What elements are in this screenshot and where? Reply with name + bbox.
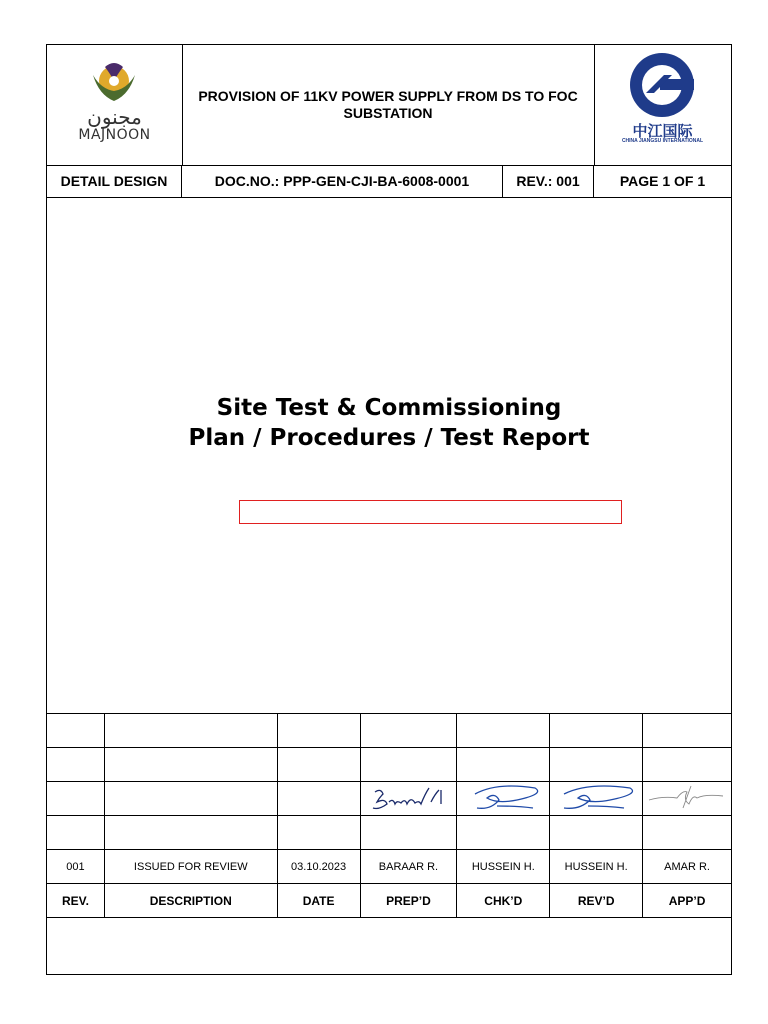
signature-icon [550,782,643,815]
phase-label: DETAIL DESIGN [47,165,182,197]
reviewed-by-cell: HUSSEIN H. [550,850,643,884]
document-title-line1: Site Test & Commissioning [216,395,562,421]
reviewed-header: REV’D [550,884,643,918]
document-title-line2: Plan / Procedures / Test Report [188,425,590,451]
signature-icon [457,782,550,815]
signature-icon [643,782,732,815]
revision-entry-row [47,850,732,884]
table-row [47,714,732,748]
checked-signature [457,782,550,816]
date-header: DATE [277,884,360,918]
doc-number: DOC.NO.: PPP-GEN-CJI-BA-6008-0001 [182,165,503,197]
document-frame [46,44,732,975]
prepared-header: PREP’D [360,884,457,918]
project-title: PROVISION OF 11KV POWER SUPPLY FROM DS TO FOC SUBSTATION [198,88,578,121]
description-header: DESCRIPTION [104,884,277,918]
page-count: PAGE 1 OF 1 [619,173,706,189]
revision-table [46,713,732,918]
approved-header: APP’D [643,884,732,918]
checked-by-cell: HUSSEIN H. [457,850,550,884]
rev-cell: 001 [47,850,105,884]
prepared-by-cell: BARAAR R. [360,850,457,884]
description-cell: ISSUED FOR REVIEW [104,850,277,884]
rev-header: REV. [47,884,105,918]
approved-signature [643,782,732,816]
header-row [47,45,731,166]
majnoon-name: MAJNOON [78,127,151,143]
majnoon-arabic-text: مجنون [87,105,142,129]
majnoon-logo [47,45,183,165]
revision-header-row [47,884,732,918]
cji-english-text: CHINA JIANGSU INTERNATIONAL [621,138,704,144]
revision-number: REV.: 001 [503,165,594,197]
prepared-signature [360,782,457,816]
signature-row [47,782,732,816]
table-row [47,816,732,850]
cji-logo [594,45,731,165]
document-title [47,393,731,453]
highlight-box [239,500,622,524]
doc-info-row [47,165,731,198]
checked-header: CHK’D [457,884,550,918]
signature-icon [361,782,458,815]
cji-chinese-text: 中江国际 [632,122,693,140]
project-title-cell [182,45,595,165]
date-cell: 03.10.2023 [277,850,360,884]
approved-by-cell: AMAR R. [643,850,732,884]
reviewed-signature [550,782,643,816]
cji-emblem-icon [594,45,731,165]
table-row [47,748,732,782]
